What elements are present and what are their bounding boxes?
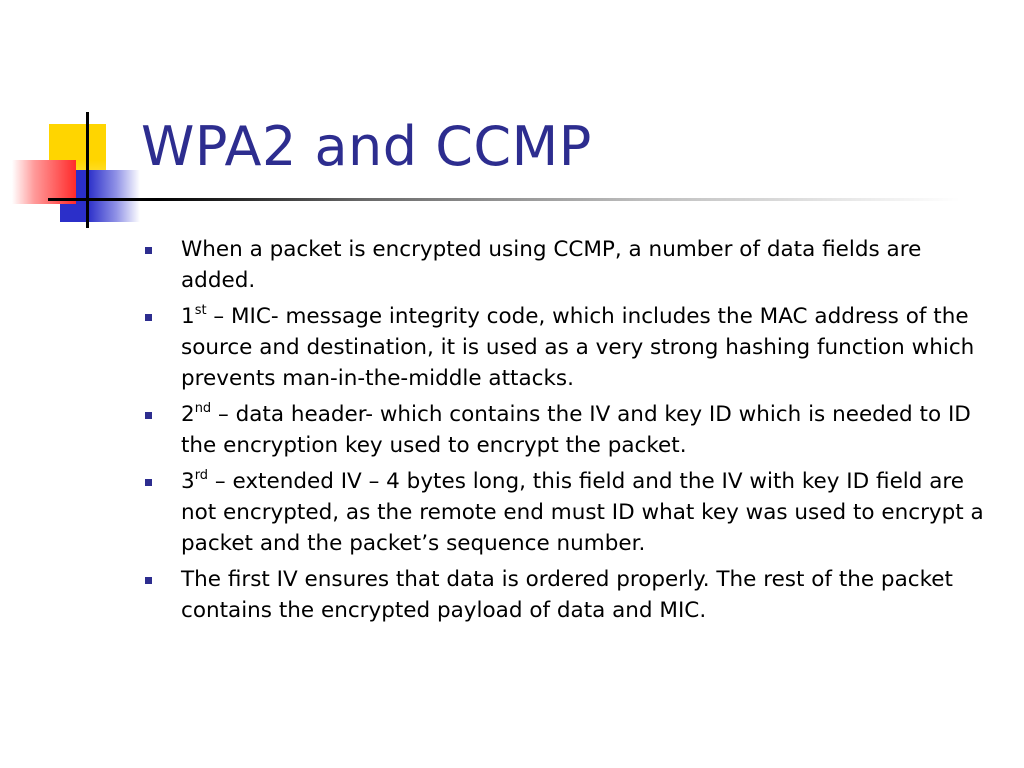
square-bullet-icon xyxy=(145,577,152,584)
bullet-num: 1 xyxy=(181,304,195,329)
bullet-item xyxy=(145,466,995,559)
square-bullet-icon xyxy=(145,247,152,254)
bullet-text: – MIC- message integrity code, which includes the MAC address of the source and destination, it is used as a very strong hashing function which prevents man-in-the-middle attacks. xyxy=(181,304,975,391)
bullet-ordinal-suffix: st xyxy=(194,303,207,318)
logo-vertical-line xyxy=(86,112,89,228)
bullet-item xyxy=(145,234,995,296)
bullet-text: The first IV ensures that data is ordered properly. The rest of the packet contains the encrypted payload of data and MIC. xyxy=(181,567,953,623)
bullet-text: – extended IV – 4 bytes long, this field and the IV with key ID field are not encrypted, as the remote end must ID what key was used to encrypt a packet and the packet’s sequence number. xyxy=(181,469,984,556)
bullet-item xyxy=(145,301,995,394)
bullet-item xyxy=(145,399,995,461)
square-bullet-icon xyxy=(145,314,152,321)
bullet-text: When a packet is encrypted using CCMP, a number of data fields are added. xyxy=(181,237,922,293)
bullet-text: – data header- which contains the IV and key ID which is needed to ID the encryption key used to encrypt the packet. xyxy=(181,402,971,458)
bullet-num: 2 xyxy=(181,402,195,427)
square-bullet-icon xyxy=(145,479,152,486)
title-underline xyxy=(48,198,960,201)
slide-title: WPA2 and CCMP xyxy=(141,115,592,178)
bullet-list xyxy=(145,234,995,631)
bullet-ordinal-suffix: rd xyxy=(194,468,209,483)
bullet-item xyxy=(145,564,995,626)
bullet-ordinal-suffix: nd xyxy=(194,401,212,416)
square-bullet-icon xyxy=(145,412,152,419)
bullet-num: 3 xyxy=(181,469,195,494)
